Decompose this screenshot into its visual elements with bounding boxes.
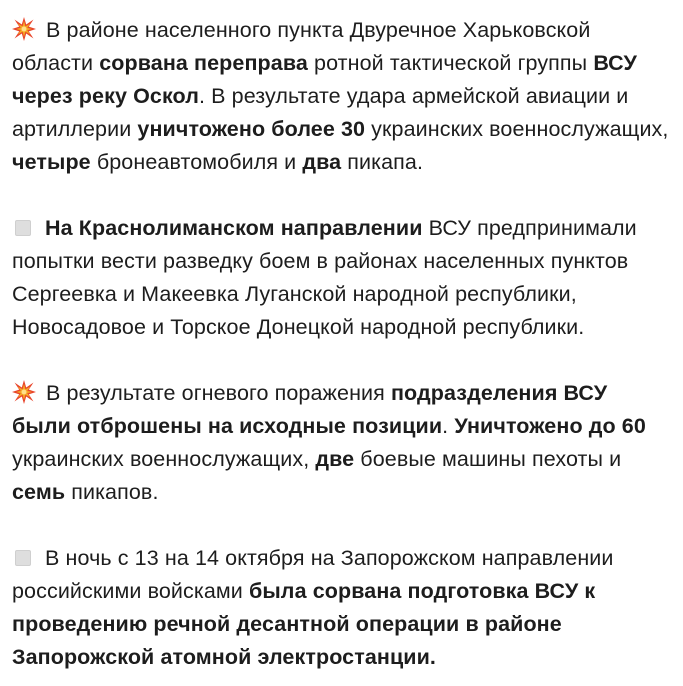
collision-icon (12, 17, 36, 41)
collision-icon (12, 380, 36, 404)
paragraph-4-seg-1: была сорвана подготовка ВСУ к проведению речной десантной операции в районе Запорожской атомной электростанции. (12, 579, 596, 669)
paragraph-1-seg-9: два (302, 150, 342, 174)
paragraph-1-seg-5: уничтожено более 30 (137, 117, 366, 141)
paragraph-3-seg-3: Уничтожено до 60 (454, 414, 646, 438)
paragraph-3-seg-4: украинских военнослужащих, (12, 447, 316, 471)
paragraph-3-seg-8: пикапов. (65, 480, 159, 504)
paragraph-1-seg-7: четыре (12, 150, 91, 174)
paragraph-1-seg-0: В районе населенного пункта Двуречное Харьковской области (12, 18, 591, 75)
paragraph-3-seg-1: подразделения ВСУ были отброшены на исходные позиции (12, 381, 608, 438)
paragraph-3 (12, 377, 671, 509)
paragraph-3-seg-7: семь (12, 480, 66, 504)
paragraph-2 (12, 212, 671, 344)
paragraph-1-seg-4: . В результате удара армейской авиации и артиллерии (12, 84, 629, 141)
paragraph-3-seg-5: две (315, 447, 355, 471)
gray-square-icon (15, 220, 31, 236)
paragraph-1-seg-6: украинских военнослужащих, (365, 117, 669, 141)
paragraph-1-seg-3: ВСУ через реку Оскол (12, 51, 637, 108)
paragraph-1-seg-10: пикапа. (341, 150, 424, 174)
paragraph-3-seg-6: боевые машины пехоты и (354, 447, 622, 471)
paragraph-1-seg-2: ротной тактической группы (307, 51, 594, 75)
gray-square-icon (15, 550, 31, 566)
paragraph-1-seg-8: бронеавтомобиля и (90, 150, 303, 174)
paragraph-4-seg-0: В ночь с 13 на 14 октября на Запорожском направлении российскими войсками (12, 546, 614, 603)
paragraph-3-seg-0: В результате огневого поражения (46, 381, 391, 405)
paragraph-3-seg-2: . (442, 414, 455, 438)
paragraph-2-seg-1: ВСУ предпринимали попытки вести разведку боем в районах населенных пунктов Сергеевка и Макеевка Луганской народной республики, Новосадовое и Торское Донецкой народной республики. (12, 216, 637, 339)
paragraph-1-seg-1: сорвана переправа (99, 51, 308, 75)
paragraph-2-seg-0: На Краснолиманском направлении (45, 216, 423, 240)
paragraph-1 (12, 14, 671, 179)
paragraph-4 (12, 542, 671, 674)
